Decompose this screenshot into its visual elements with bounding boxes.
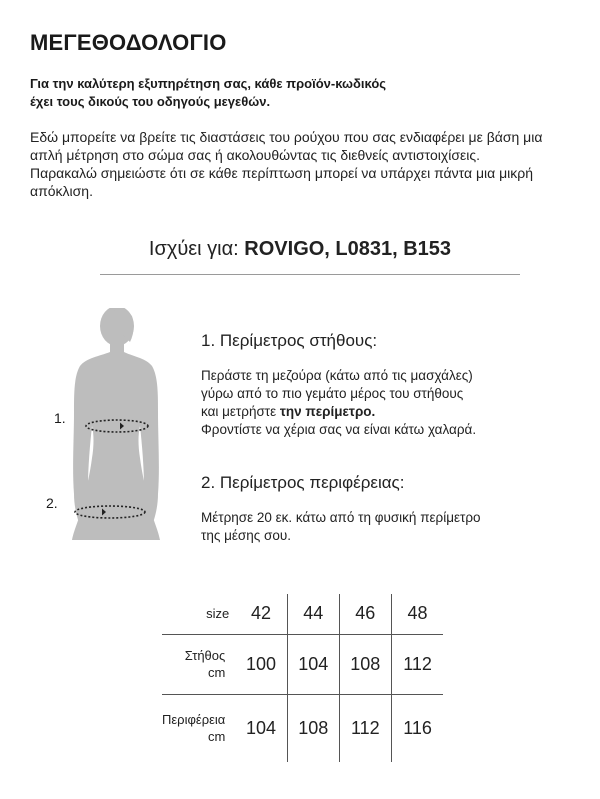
instruction-line: Φροντίστε να χέρια σας να είναι κάτω χαλαρά. <box>201 422 477 437</box>
divider <box>100 274 520 275</box>
applies-prefix: Ισχύει για: <box>148 238 245 260</box>
instruction-text: και μετρήστε <box>201 404 280 419</box>
table-cell: 104 <box>287 634 339 694</box>
table-cell: 112 <box>339 694 391 762</box>
table-cell: 112 <box>391 634 443 694</box>
bust-instructions <box>201 331 561 439</box>
section-body <box>201 367 561 439</box>
intro-paragraph: Παρακαλώ σημειώστε ότι σε κάθε περίπτωση μπορεί να υπάρχει πάντα μια μικρή απόκλιση. <box>30 165 534 199</box>
table-row <box>162 634 443 694</box>
row-label <box>162 694 235 762</box>
intro-text <box>30 128 570 200</box>
table-cell: 116 <box>391 694 443 762</box>
product-codes: ROVIGO, L0831, B153 <box>244 238 452 260</box>
section-body <box>201 509 561 545</box>
instruction-line: Περάστε τη μεζούρα (κάτω από τις μασχάλες) <box>201 368 473 383</box>
row-label <box>162 634 235 694</box>
row-label-name: Περιφέρεια <box>162 712 226 728</box>
intro-bold-line: έχει τους δικούς του οδηγούς μεγεθών. <box>30 94 271 109</box>
table-cell: 104 <box>246 717 277 738</box>
intro-bold-line: Για την καλύτερη εξυπηρέτηση σας, κάθε προϊόν-κωδικός <box>30 76 387 91</box>
table-cell: 108 <box>339 634 391 694</box>
row-label-unit: cm <box>207 665 226 680</box>
instruction-line: γύρω από το πιο γεμάτο μέρος του στήθους <box>201 386 464 401</box>
size-header-label: size <box>162 594 235 634</box>
instruction-line: της μέσης σου. <box>201 528 291 543</box>
table-header-row <box>162 594 443 634</box>
applies-to-line <box>0 238 600 261</box>
hip-marker-label: 2. <box>46 495 58 511</box>
section-title: 1. Περίμετρος στήθους: <box>201 331 378 350</box>
intro-paragraph: Εδώ μπορείτε να βρείτε τις διαστάσεις του ρούχου που σας ενδιαφέρει με βάση μια απλή μέτρηση στο σώμα σας ή ακολουθώντας τις διεθνείς αντιστοιχίσεις. <box>30 129 543 163</box>
hip-instructions <box>201 473 561 545</box>
size-header-cell: 44 <box>287 594 339 634</box>
table-cell: 108 <box>287 694 339 762</box>
instruction-line: Μέτρησε 20 εκ. κάτω από τη φυσική περίμετρο <box>201 510 481 525</box>
row-label-name: Στήθος <box>184 648 226 663</box>
size-table <box>162 594 443 762</box>
instruction-line <box>201 403 561 421</box>
size-header-cell: 42 <box>235 594 287 634</box>
female-silhouette-icon <box>60 308 170 548</box>
bust-marker-label: 1. <box>54 410 66 426</box>
row-label-unit: cm <box>207 729 226 745</box>
instruction-bold-text: την περίμετρο. <box>279 404 376 419</box>
page-title: ΜΕΓΕΘΟΔΟΛΟΓΙΟ <box>30 30 227 55</box>
table-cell: 100 <box>235 634 287 694</box>
table-row <box>162 694 443 762</box>
section-title: 2. Περίμετρος περιφέρειας: <box>201 473 405 492</box>
intro-bold-text <box>30 75 550 111</box>
size-header-cell: 46 <box>339 594 391 634</box>
size-header-cell: 48 <box>391 594 443 634</box>
